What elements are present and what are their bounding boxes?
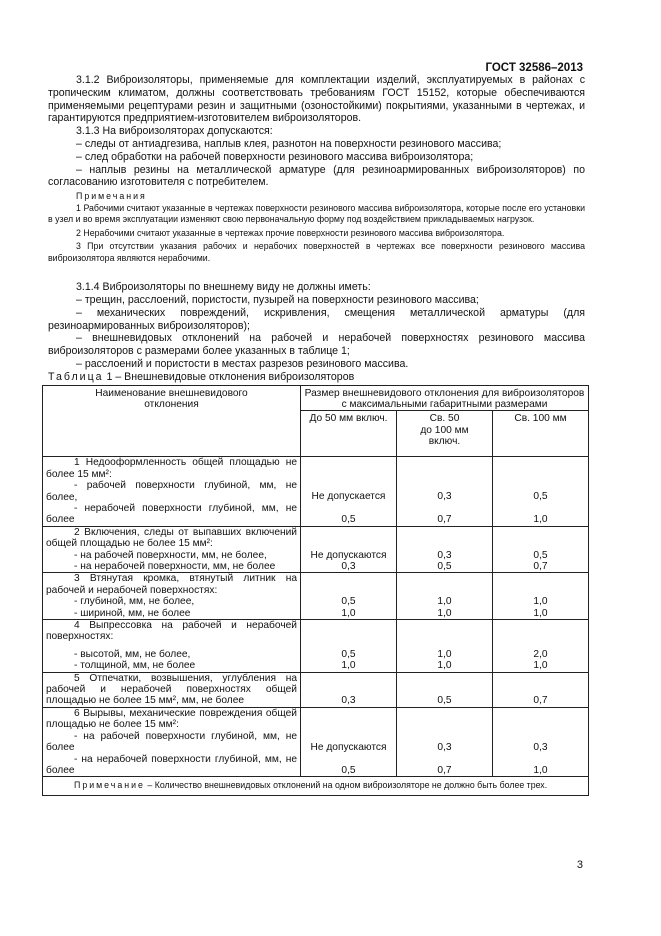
notes-title: Примечания [76, 191, 147, 202]
cell-value: 1,0 1,0 [493, 573, 589, 620]
table-row [43, 573, 589, 620]
row-name: 1 Недооформленность общей площадью не более 15 мм²: - рабочей поверхности глубиной, мм, не более, - нерабочей поверхности глубиной, мм, не более [43, 457, 301, 526]
row-name: 4 Выпрессовка на рабочей и нерабочей поверхностях: - высотой, мм, не более, - толщиной, мм, не более [43, 620, 301, 673]
cell-value: 0,5 1,0 [493, 457, 589, 526]
header-over-100: Св. 100 мм [493, 411, 589, 457]
list-item: – след обработки на рабочей поверхности резинового массива виброизолятора; [76, 150, 474, 163]
header-50-to-100: Св. 50 до 100 мм включ. [397, 411, 493, 457]
row-name: 2 Включения, следы от выпавших включений общей площадью не более 15 мм²: - на рабочей поверхности, мм, не более, - на нерабочей поверхности, мм, не более [43, 526, 301, 573]
cell-value: 2,0 1,0 [493, 620, 589, 673]
list-item: – трещин, расслоений, пористости, пузырей на поверхности резинового массива; [76, 293, 479, 306]
cell-value: 0,7 [493, 672, 589, 707]
header-up-to-50: До 50 мм включ. [301, 411, 397, 457]
table-row [43, 526, 589, 573]
table-row [43, 620, 589, 673]
header-deviation-name: Наименование внешневидового отклонения [43, 385, 301, 457]
cell-value: 0,5 0,7 [493, 526, 589, 573]
page-number: 3 [576, 859, 583, 871]
cell-value: 0,5 [397, 672, 493, 707]
list-item: – расслоений и пористости в местах разрезов резинового массива. [76, 357, 409, 370]
cell-value: Не допускается 0,5 [301, 457, 397, 526]
cell-value: 0,5 1,0 [301, 620, 397, 673]
table-note [43, 777, 589, 796]
paragraph-3-1-2: 3.1.2 Виброизоляторы, применяемые для комплектации изделий, эксплуатируемых в районах с тропическим климатом, должны соответствовать требованиям ГОСТ 15152, которые обеспечиваются применяемыми рецептурами резин и защитными (озоностойкими) покрытиями, указанными в чертежах, и гарантируются предприятием-изготовителем виброизоляторов. [48, 74, 585, 125]
cell-value: Не допускаются 0,5 [301, 707, 397, 776]
cell-value: 1,0 1,0 [397, 573, 493, 620]
cell-value: 0,3 0,7 [397, 457, 493, 526]
table-row [43, 672, 589, 707]
table-note-word: Примечание [74, 780, 145, 791]
table-note-row [43, 777, 589, 796]
row-name: 6 Вырывы, механические повреждения общей площадью не более 15 мм²: - на рабочей поверхности глубиной, мм, не более - на нерабочей поверхности глубиной, мм, не более [43, 707, 301, 776]
cell-value: 0,3 0,7 [397, 707, 493, 776]
table-header-row [43, 385, 589, 411]
list-item: – внешневидовых отклонений на рабочей и нерабочей поверхностях резинового массива виброизоляторов с размерами более указанных в таблице 1; [48, 332, 585, 358]
row-name: 3 Втянутая кромка, втянутый литник на рабочей и нерабочей поверхностях: - глубиной, мм, не более, - шириной, мм, не более [43, 573, 301, 620]
cell-value: 0,3 1,0 [493, 707, 589, 776]
paragraph-3-1-3: 3.1.3 На виброизоляторах допускаются: [76, 125, 273, 138]
note-1: 1 Рабочими считают указанные в чертежах поверхности резинового массива виброизолятора, которые после его установки в узел и во время эксплуатации изменяют свою первоначальную форму под воздействием прикладываемых нагрузок. [48, 202, 585, 225]
row-name: 5 Отпечатки, возвышения, углубления на рабочей и нерабочей поверхностях общей площадью не более 15 мм², мм, не более [43, 672, 301, 707]
table-row [43, 707, 589, 776]
note-3: 3 При отсутствии указания рабочих и нерабочих поверхностей в чертежах все поверхности резинового массива виброизолятора являются нерабочими. [48, 241, 585, 263]
document-code: ГОСТ 32586–2013 [485, 62, 583, 74]
table-row [43, 457, 589, 526]
cell-value: 1,0 1,0 [397, 620, 493, 673]
list-item: – наплыв резины на металлической арматуре (для резиноармированных виброизоляторов) по согласованию изготовителя с потребителем. [48, 163, 585, 189]
list-item: – следы от антиадгезива, наплыв клея, разнотон на поверхности резинового массива; [76, 137, 502, 150]
page-body [48, 74, 585, 796]
paragraph-3-1-4: 3.1.4 Виброизоляторы по внешнему виду не должны иметь: [76, 281, 371, 294]
cell-value: 0,3 0,5 [397, 526, 493, 573]
note-2: 2 Нерабочими считают указанные в чертежах прочие поверхности резинового массива виброизолятора. [76, 227, 505, 238]
cell-value: 0,5 1,0 [301, 573, 397, 620]
cell-value: Не допускаются 0,3 [301, 526, 397, 573]
table-caption [48, 371, 585, 384]
table-caption-word: Таблица [48, 370, 104, 383]
table-caption-text: 1 – Внешневидовые отклонения виброизоляторов [103, 370, 355, 383]
table-note-text: – Количество внешневидовых отклонений на одном виброизоляторе не должно быть более трех. [144, 780, 548, 791]
list-item: – механических повреждений, искривления, смещения металлической арматуры (для резиноармированных виброизоляторов); [48, 306, 585, 332]
deviations-table [42, 385, 589, 796]
cell-value: 0,3 [301, 672, 397, 707]
header-size-group: Размер внешневидового отклонения для виброизоляторов с максимальными габаритными размерами [301, 385, 589, 411]
